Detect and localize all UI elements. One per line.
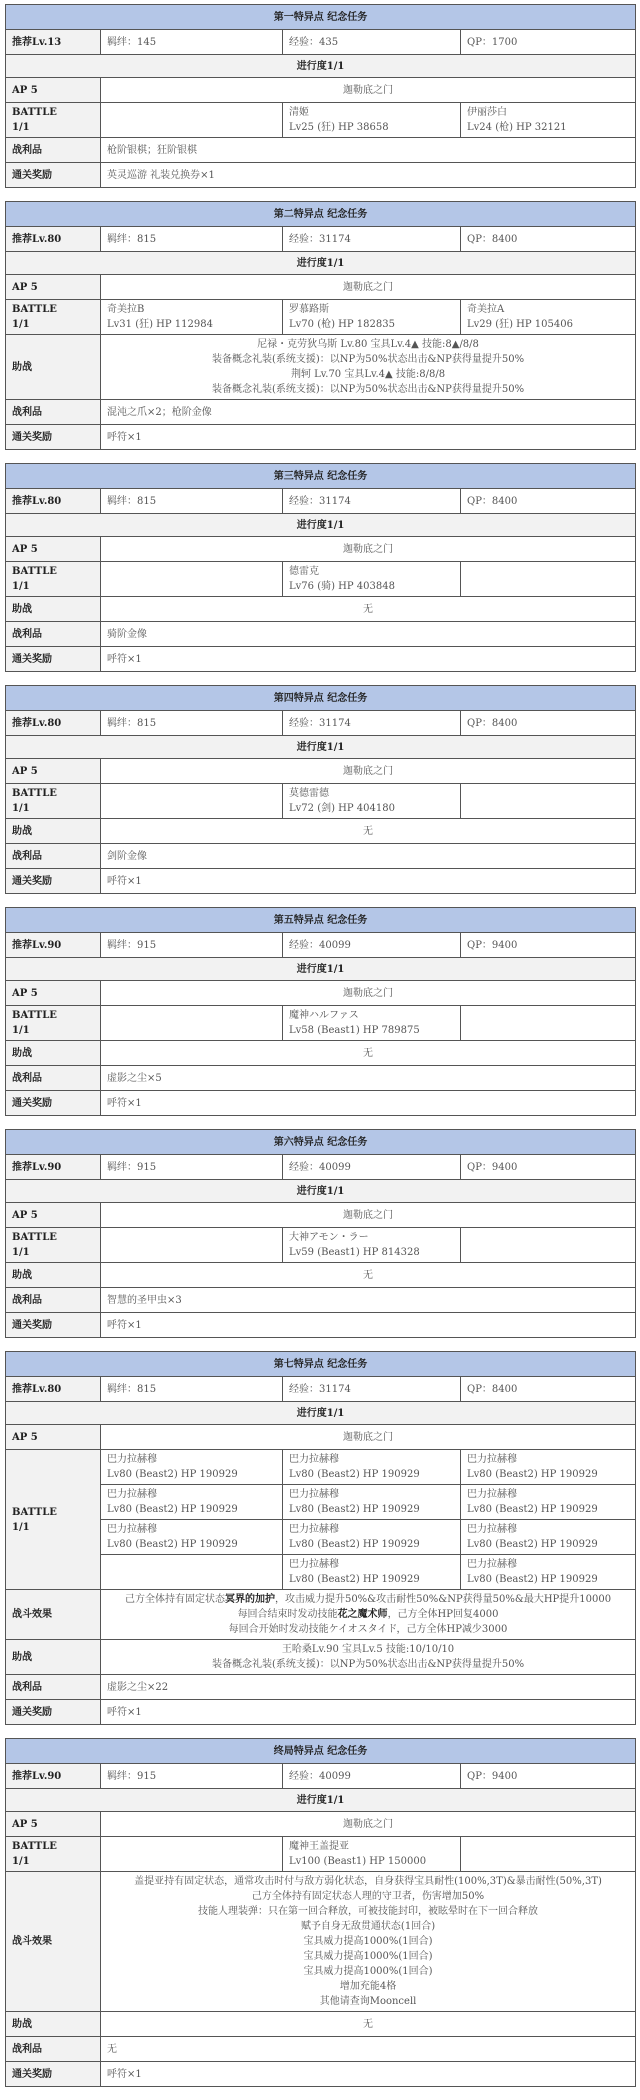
enemy-cell: 巴力拉赫穆 Lv80 (Beast2) HP 190929: [283, 1555, 461, 1590]
stage-name: 迦勒底之门: [101, 1425, 636, 1450]
recommended-level: 推荐Lv.80: [6, 711, 101, 736]
effects-value: 盖提亚持有固定状态，通常攻击时付与敌方弱化状态，自身获得宝具耐性(100%,3T)&暴击耐性(50%,3T) 己方全体持有固定状态人理的守卫者，伤害增加50% 技能人理装弹：只在第一回合释放，可被技能封印，被眩晕时在下一回合释放 赋予自身无敌贯通状态(1回合) 宝具威力提高1000%(1回合) 宝具威力提高1000%(1回合) 宝具威力提高1000%(1回合) 增加充能4格 其他请查询Mooncell: [101, 1872, 636, 2012]
battle-label: BATTLE 1/1: [6, 1450, 101, 1590]
reward-value: 呼符×1: [101, 647, 636, 672]
stage-name: 迦勒底之门: [101, 537, 636, 562]
recommended-level: 推荐Lv.90: [6, 1155, 101, 1180]
drops-label: 战利品: [6, 844, 101, 869]
enemy-cell: 魔神王盖提亚 Lv100 (Beast1) HP 150000: [283, 1837, 461, 1872]
exp-value: 经验：40099: [283, 933, 461, 958]
reward-value: 呼符×1: [101, 425, 636, 450]
exp-value: 经验：31174: [283, 489, 461, 514]
drops-value: 智慧的圣甲虫×3: [101, 1288, 636, 1313]
support-value: 尼禄・克劳狄乌斯 Lv.80 宝具Lv.4▲ 技能:8▲/8/8 装备概念礼装(系统支援)：以NP为50%状态出击&NP获得量提升50% 荆轲 Lv.70 宝具Lv.4▲ 技能:8/8/8 装备概念礼装(系统支援)：以NP为50%状态出击&NP获得量提升50%: [101, 335, 636, 400]
enemy-cell: 莫德雷德 Lv72 (剑) HP 404180: [283, 784, 461, 819]
quest-table-7: [5, 1351, 636, 1725]
support-label: 助战: [6, 1041, 101, 1066]
exp-value: 经验：40099: [283, 1155, 461, 1180]
qp-value: QP：1700: [461, 30, 636, 55]
enemy-cell: 奇美拉B Lv31 (狂) HP 112984: [101, 300, 283, 335]
qp-value: QP：9400: [461, 1155, 636, 1180]
drops-value: 混沌之爪×2；枪阶金像: [101, 400, 636, 425]
reward-value: 呼符×1: [101, 1700, 636, 1725]
support-label: 助战: [6, 1263, 101, 1288]
reward-label: 通关奖励: [6, 1700, 101, 1725]
battle-label: BATTLE 1/1: [6, 784, 101, 819]
ap-label: AP 5: [6, 537, 101, 562]
battle-label: BATTLE 1/1: [6, 1228, 101, 1263]
progress-label: 进行度1/1: [6, 252, 636, 275]
reward-label: 通关奖励: [6, 2062, 101, 2087]
quest-table-3: [5, 463, 636, 672]
drops-value: 枪阶银棋；狂阶银棋: [101, 138, 636, 163]
reward-label: 通关奖励: [6, 163, 101, 188]
drops-label: 战利品: [6, 1288, 101, 1313]
drops-label: 战利品: [6, 400, 101, 425]
reward-label: 通关奖励: [6, 425, 101, 450]
reward-label: 通关奖励: [6, 1091, 101, 1116]
enemy-cell: 德雷克 Lv76 (骑) HP 403848: [283, 562, 461, 597]
enemy-cell: [101, 784, 283, 819]
stage-name: 迦勒底之门: [101, 78, 636, 103]
enemy-cell: 巴力拉赫穆 Lv80 (Beast2) HP 190929: [461, 1520, 636, 1555]
support-value: 无: [101, 1041, 636, 1066]
progress-label: 进行度1/1: [6, 55, 636, 78]
enemy-cell: 罗慕路斯 Lv70 (枪) HP 182835: [283, 300, 461, 335]
enemy-cell: 巴力拉赫穆 Lv80 (Beast2) HP 190929: [283, 1450, 461, 1485]
qp-value: QP：8400: [461, 1377, 636, 1402]
progress-label: 进行度1/1: [6, 736, 636, 759]
quest-table-2: [5, 201, 636, 450]
enemy-cell: 巴力拉赫穆 Lv80 (Beast2) HP 190929: [101, 1450, 283, 1485]
drops-label: 战利品: [6, 622, 101, 647]
recommended-level: 推荐Lv.90: [6, 1764, 101, 1789]
qp-value: QP：8400: [461, 711, 636, 736]
recommended-level: 推荐Lv.80: [6, 227, 101, 252]
bond-value: 羁绊：815: [101, 1377, 283, 1402]
enemy-cell: [461, 784, 636, 819]
support-label: 助战: [6, 819, 101, 844]
drops-label: 战利品: [6, 138, 101, 163]
enemy-cell: 巴力拉赫穆 Lv80 (Beast2) HP 190929: [461, 1555, 636, 1590]
stage-name: 迦勒底之门: [101, 275, 636, 300]
drops-value: 虚影之尘×22: [101, 1675, 636, 1700]
enemy-cell: [461, 562, 636, 597]
enemy-cell: [101, 1555, 283, 1590]
quest-title: 第七特异点 纪念任务: [6, 1352, 636, 1377]
enemy-cell: [461, 1228, 636, 1263]
bond-value: 羁绊：815: [101, 489, 283, 514]
qp-value: QP：8400: [461, 489, 636, 514]
progress-label: 进行度1/1: [6, 1402, 636, 1425]
progress-label: 进行度1/1: [6, 1180, 636, 1203]
ap-label: AP 5: [6, 275, 101, 300]
enemy-cell: 奇美拉A Lv29 (狂) HP 105406: [461, 300, 636, 335]
support-label: 助战: [6, 2012, 101, 2037]
reward-value: 呼符×1: [101, 2062, 636, 2087]
battle-label: BATTLE 1/1: [6, 1006, 101, 1041]
enemy-cell: 巴力拉赫穆 Lv80 (Beast2) HP 190929: [101, 1520, 283, 1555]
recommended-level: 推荐Lv.80: [6, 1377, 101, 1402]
enemy-cell: 巴力拉赫穆 Lv80 (Beast2) HP 190929: [461, 1485, 636, 1520]
reward-value: 呼符×1: [101, 869, 636, 894]
effects-value: 己方全体持有固定状态冥界的加护，攻击威力提升50%&攻击耐性50%&NP获得量50%&最大HP提升10000 每回合结束时发动技能花之魔术师，己方全体HP回复4000 每回合开始时发动技能ケイオスタイド，己方全体HP减少3000: [101, 1590, 636, 1640]
quest-title: 第一特异点 纪念任务: [6, 5, 636, 30]
quest-title: 第三特异点 纪念任务: [6, 464, 636, 489]
effects-label: 战斗效果: [6, 1590, 101, 1640]
battle-label: BATTLE 1/1: [6, 562, 101, 597]
battle-label: BATTLE 1/1: [6, 103, 101, 138]
enemy-cell: 清姬 Lv25 (狂) HP 38658: [283, 103, 461, 138]
drops-value: 虚影之尘×5: [101, 1066, 636, 1091]
quest-title: 第六特异点 纪念任务: [6, 1130, 636, 1155]
reward-label: 通关奖励: [6, 1313, 101, 1338]
quest-title: 第四特异点 纪念任务: [6, 686, 636, 711]
enemy-cell: 巴力拉赫穆 Lv80 (Beast2) HP 190929: [283, 1485, 461, 1520]
drops-label: 战利品: [6, 1066, 101, 1091]
exp-value: 经验：31174: [283, 1377, 461, 1402]
exp-value: 经验：40099: [283, 1764, 461, 1789]
ap-label: AP 5: [6, 1812, 101, 1837]
drops-value: 剑阶金像: [101, 844, 636, 869]
ap-label: AP 5: [6, 981, 101, 1006]
exp-value: 经验：435: [283, 30, 461, 55]
progress-label: 进行度1/1: [6, 958, 636, 981]
support-label: 助战: [6, 597, 101, 622]
battle-label: BATTLE 1/1: [6, 300, 101, 335]
enemy-cell: 魔神ハルファス Lv58 (Beast1) HP 789875: [283, 1006, 461, 1041]
enemy-cell: 伊丽莎白 Lv24 (枪) HP 32121: [461, 103, 636, 138]
qp-value: QP：9400: [461, 1764, 636, 1789]
drops-value: 无: [101, 2037, 636, 2062]
quest-table-4: [5, 685, 636, 894]
drops-label: 战利品: [6, 2037, 101, 2062]
enemy-cell: [101, 562, 283, 597]
progress-label: 进行度1/1: [6, 1789, 636, 1812]
ap-label: AP 5: [6, 1203, 101, 1228]
support-value: 无: [101, 597, 636, 622]
bond-value: 羁绊：915: [101, 1764, 283, 1789]
recommended-level: 推荐Lv.80: [6, 489, 101, 514]
stage-name: 迦勒底之门: [101, 981, 636, 1006]
reward-value: 英灵巡游 礼装兑换券×1: [101, 163, 636, 188]
enemy-cell: [101, 1006, 283, 1041]
reward-value: 呼符×1: [101, 1313, 636, 1338]
progress-label: 进行度1/1: [6, 514, 636, 537]
quest-table-6: [5, 1129, 636, 1338]
stage-name: 迦勒底之门: [101, 1812, 636, 1837]
quest-title: 第五特异点 纪念任务: [6, 908, 636, 933]
support-value: 王哈桑Lv.90 宝具Lv.5 技能:10/10/10 装备概念礼装(系统支援)：以NP为50%状态出击&NP获得量提升50%: [101, 1640, 636, 1675]
quest-table-final: [5, 1738, 636, 2087]
support-label: 助战: [6, 335, 101, 400]
enemy-cell: [461, 1006, 636, 1041]
ap-label: AP 5: [6, 1425, 101, 1450]
quest-title: 终局特异点 纪念任务: [6, 1739, 636, 1764]
stage-name: 迦勒底之门: [101, 759, 636, 784]
enemy-cell: [101, 103, 283, 138]
battle-label: BATTLE 1/1: [6, 1837, 101, 1872]
drops-label: 战利品: [6, 1675, 101, 1700]
bond-value: 羁绊：915: [101, 1155, 283, 1180]
stage-name: 迦勒底之门: [101, 1203, 636, 1228]
quest-table-5: [5, 907, 636, 1116]
support-value: 无: [101, 1263, 636, 1288]
enemy-cell: 巴力拉赫穆 Lv80 (Beast2) HP 190929: [283, 1520, 461, 1555]
reward-label: 通关奖励: [6, 869, 101, 894]
drops-value: 骑阶金像: [101, 622, 636, 647]
bond-value: 羁绊：815: [101, 227, 283, 252]
enemy-cell: [101, 1228, 283, 1263]
reward-label: 通关奖励: [6, 647, 101, 672]
reward-value: 呼符×1: [101, 1091, 636, 1116]
exp-value: 经验：31174: [283, 227, 461, 252]
enemy-cell: [101, 1837, 283, 1872]
recommended-level: 推荐Lv.90: [6, 933, 101, 958]
bond-value: 羁绊：815: [101, 711, 283, 736]
recommended-level: 推荐Lv.13: [6, 30, 101, 55]
enemy-cell: 巴力拉赫穆 Lv80 (Beast2) HP 190929: [461, 1450, 636, 1485]
enemy-cell: 大神アモン・ラー Lv59 (Beast1) HP 814328: [283, 1228, 461, 1263]
effects-label: 战斗效果: [6, 1872, 101, 2012]
bond-value: 羁绊：915: [101, 933, 283, 958]
ap-label: AP 5: [6, 78, 101, 103]
enemy-cell: 巴力拉赫穆 Lv80 (Beast2) HP 190929: [101, 1485, 283, 1520]
quest-table-1: [5, 4, 636, 188]
qp-value: QP：8400: [461, 227, 636, 252]
support-value: 无: [101, 2012, 636, 2037]
qp-value: QP：9400: [461, 933, 636, 958]
ap-label: AP 5: [6, 759, 101, 784]
support-value: 无: [101, 819, 636, 844]
support-label: 助战: [6, 1640, 101, 1675]
bond-value: 羁绊：145: [101, 30, 283, 55]
quest-title: 第二特异点 纪念任务: [6, 202, 636, 227]
enemy-cell: [461, 1837, 636, 1872]
exp-value: 经验：31174: [283, 711, 461, 736]
